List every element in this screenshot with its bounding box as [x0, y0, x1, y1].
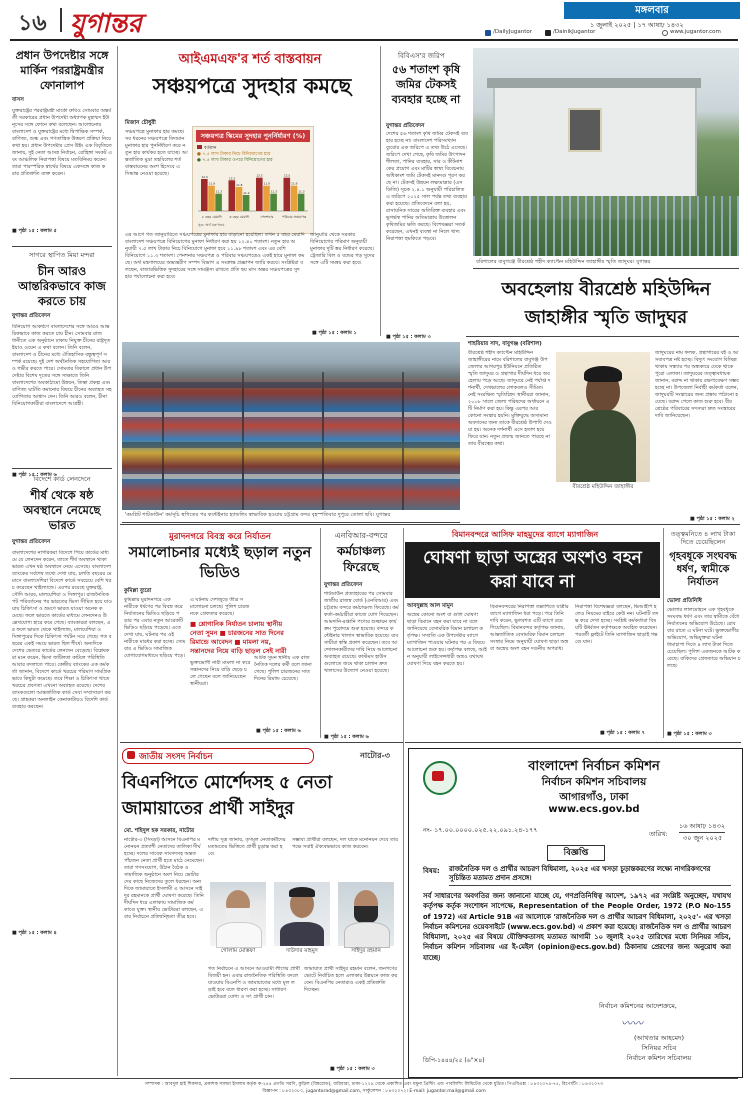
museum-byline: শাহরিয়ার সাদ, বাবুগঞ্জ (বরিশাল): [468, 341, 542, 347]
video-body-4: ভুক্তভোগী নারী মামলা না করে সন্তানদের নিয়ে বাড়ি ছেড়ে চলে গেছেন বলে জানিয়েছেন স্থানীয়রা।: [190, 660, 251, 687]
data-label: 12.4: [201, 175, 208, 179]
legend-below: ● ৭.৫ লাখ টাকার ওপরে বিনিয়োগের হার: [197, 158, 273, 163]
page-number: ১৬: [18, 11, 47, 36]
museum-portrait: [556, 352, 650, 482]
bar: [256, 178, 263, 211]
data-label: 11.8: [236, 183, 243, 187]
continuation: ■ পৃষ্ঠা ১৫ : কলাম ৪: [12, 930, 57, 936]
lead-body-2: এর আগে গত জানুয়ারিতে সঞ্চয়পত্রের মুনাফার হার বাড়ানো হয়েছিল। তখন ৫ বছর মেয়াদি বাংলাদেশ সঞ্চয়পত্রে বিনিয়োগের মুনাফা নির্ধারণ করা হয় ১২.৪০ শতাংশ। নতুন হার অনুযায়ী ৭.৫ লাখ টাকার নিচে বিনিয়োগে মুনাফা হবে ১১.৯৮ শতাংশ এবং এর বেশি বিনিয়োগে ১১.৩ শতাংশ। পেনশনার সঞ্চয়পত্র ও পরিবার সঞ্চয়পত্রেও একই হারে মুনাফা কমছে। অর্থ মন্ত্রণালয়ের অভ্যন্তরীণ সম্পদ বিভাগ এ সংক্রান্ত প্রজ্ঞাপন জারি করবে। সংশ্লিষ্টরা বলছেন, বাজারভিত্তিক সুদহারের সঙ্গে সামঞ্জস্য রাখতে প্রতি ছয় মাস অন্তর সঞ্চয়পত্রের সুদহার পর্যালোচনা করা হবে।: [125, 232, 305, 280]
legend-current-label: বর্তমান: [204, 146, 217, 151]
data-label: 11.9: [263, 181, 270, 186]
ec-subject-label: বিষয়:: [423, 867, 440, 875]
legend-current: [197, 145, 309, 152]
candidate-name-3: সাইদুর রহমান: [351, 948, 381, 954]
candidate-hair: [289, 887, 315, 897]
museum-body-1: বীরশ্রেষ্ঠ শহীদ ক্যাপ্টেন মহিউদ্দিন জাহাঙ্গীরের নামে বরিশালের বাবুগঞ্জ উপজেলার আগরপুর ইউনিয়নে প্রতিষ্ঠিত স্মৃতি জাদুঘর ও গ্রন্থাগার দীর্ঘদিন ধরে অবহেলায় পড়ে আছে। জাদুঘরে নেই পর্যাপ্ত দর্শনার্থী, দেখভালের লোকবলও সীমিত। নেই সংরক্ষিত স্মৃতিচিহ্ন। স্থানীয়রা জানান, ২০০৮ সালে জেলা পরিষদের অর্থায়নে এটি নির্মাণ করা হয়। কিন্তু এরপর আর কোনো সংস্কার হয়নি। মুক্তিযুদ্ধে অসামান্য অবদানের জন্য তাকে বীরশ্রেষ্ঠ উপাধি দেওয়া হয়। অনেক দর্শনার্থী এসে হতাশ হয়ে ফিরে যান। নতুন প্রজন্ম জানতে পারছে না তার বীরত্বের কথা।: [468, 350, 552, 447]
video-byline: কুমিল্লা ব্যুরো: [124, 588, 152, 594]
bar: [291, 186, 298, 211]
portrait-hair: [584, 366, 622, 382]
election-banner: [122, 746, 400, 766]
lead-continuation: ■ পৃষ্ঠা ১৫ : কলাম ১: [312, 330, 357, 336]
ec-signature: 〰〰: [621, 1017, 643, 1030]
tax-body: দেশের ৫৬ শতাংশ কৃষি জমির টেকসই ব্যবহার হচ্ছে না। বাংলাদেশ পরিসংখ্যান ব্যুরোর এক জরিপে এ তথ্য উঠে এসেছে। জরিপে দেখা গেছে, কৃষি জমির উৎপাদনশীলতা, পানির ব্যবহার, সার ও কীটনাশকের প্রয়োগ এবং মাটির স্বাস্থ্য বিবেচনায় অধিকাংশ জমি টেকসই মানদণ্ড পূরণ করছে না। টেকসই উন্নয়ন লক্ষ্যমাত্রার (এসডিজি) সূচক ২.৪.১ অনুযায়ী পরিচালিত এ জরিপে ২০২৫ সাল পর্যন্ত তথ্য ব্যবহার করা হয়েছে। প্রতিবেদনে বলা হয়, রাসায়নিক সারের অতিরিক্ত ব্যবহার এবং ভূগর্ভস্থ পানির অতিমাত্রায় উত্তোলন কৃষিজমির ক্ষতি করছে। বিশেষজ্ঞরা সতর্ক করেছেন, এখনই ব্যবস্থা না নিলে খাদ্য নিরাপত্তা হুমকিতে পড়বে।: [386, 131, 468, 242]
kicker: সাগরে স্থাপিত মিয়া মন্দরা: [29, 251, 95, 259]
headline[interactable]: চীন আরও আন্তরিকভাবে কাজ করতে চায়: [18, 264, 106, 308]
video-quote-2: নেতা সুমন ■ চারজনের সাত দিনের: [190, 629, 284, 637]
nbr-body: শাটডাউন প্রত্যাহারের পর সোমবার জাতীয় রাজস্ব বোর্ড (এনবিআর) এবং চট্টগ্রাম বন্দরে কর্মচাঞ্চল্য ফিরেছে। কর্মকর্তা-কর্মচারীরা কাজে যোগ দিয়েছেন। আমদানি-রপ্তানি পণ্যের শুল্কায়ন কার্যক্রম পুরোদমে শুরু হয়েছে। বন্দরে কন্টেইনার খালাস স্বাভাবিক হয়েছে। ব্যবসায়ীরা স্বস্তি প্রকাশ করেছেন। তবে আন্দোলনকারীদের দাবি নিয়ে আলোচনা অব্যাহত রয়েছে। কাস্টমস হাউসগুলোতে জমে থাকা চালান দ্রুত খালাসের উদ্যোগ নেওয়া হয়েছে।: [324, 591, 399, 674]
ec-signatory: (আখতার আহমেদ): [634, 1034, 684, 1042]
infographic-title: সঞ্চয়পত্র স্কিমের সুদহার পুনর্নির্ধারণ (%): [200, 132, 306, 140]
col1-divider: [117, 46, 118, 1076]
museum-caption: বরিশালের বাবুগঞ্জে বীরশ্রেষ্ঠ শহীদ ক্যাপ্টেন মহিউদ্দিন জাহাঙ্গীর স্মৃতি জাদুঘর। যুগান্তর: [476, 259, 651, 265]
ec-website[interactable]: www.ecs.gov.bd: [548, 804, 640, 815]
category-label: পরিবার সঞ্চয়পত্র: [282, 215, 307, 219]
arms-divider: [663, 528, 664, 738]
category-label: ৫ বছর মেয়াদি: [201, 215, 222, 219]
data-label: 11.3: [298, 189, 305, 194]
ec-memo: নং- ১৭.০০.০০০০.০২৫.২২.০৯১.২৪-১৭৭: [423, 826, 538, 834]
data-label: 11.9: [291, 181, 298, 186]
social-x[interactable]: /DainikJugantor: [553, 29, 596, 35]
day-tab: [564, 2, 740, 19]
lead-body-1: সঞ্চয়পত্রে মুনাফার হার কমছে। সব ধরনের সঞ্চয়পত্রে বিদ্যমান মুনাফার হার পুনর্নির্ধারণ করে নতুন হার কার্যকর হতে যাচ্ছে। আন্তর্জাতিক মুদ্রা তহবিলের শর্ত বাস্তবায়নের অংশ হিসেবে এ সিদ্ধান্ত নেওয়া হয়েছে।: [125, 129, 188, 177]
gbv-continuation: ■ পৃষ্ঠা ১৫ : কলাম ৩: [667, 731, 712, 737]
museum-headline[interactable]: অবহেলায় বীরশ্রেষ্ঠ মহিউদ্দিন জাহাঙ্গীর স্মৃতি জাদুঘর: [501, 279, 711, 328]
election-logo-box: [122, 748, 314, 764]
candidate-body: [280, 922, 324, 946]
ec-order: নির্বাচন কমিশনের আদেশক্রমে,: [599, 1002, 677, 1010]
election-byline: মো. শহিদুল হক সরকার, নাটোর: [124, 828, 194, 834]
lead-byline: মিজান চৌধুরী: [125, 120, 156, 126]
legend: [193, 145, 313, 164]
bar: [298, 194, 305, 211]
port-caption: 'কমপ্লিট শাটডাউন' কর্মসূচি স্থগিতের পর কন্টেইনার হ্যান্ডলিং স্বাভাবিক হওয়ায় চট্টগ্রাম বন্দর বৃহস্পতিবার দুপুরে তোলা ছবি। যুগান্তর: [125, 512, 391, 518]
tax-divider: [380, 46, 381, 336]
nbr-headline[interactable]: কর্মচাঞ্চল্য ফিরেছে: [337, 544, 385, 574]
col1-story-2: [12, 250, 112, 480]
museum-rule: [473, 268, 739, 269]
ec-subject: রাজনৈতিক দল ও প্রার্থীর আচরণ বিধিমালা, ২০২৫ এর খসড়া চূড়ান্তকরণের লক্ষ্যে নাগরিকগণের সুচিন্তিত মতামত প্রদান প্রসঙ্গে।: [449, 865, 731, 886]
election-logo-text: জাতীয় সংসদ নির্বাচন: [139, 752, 213, 762]
nbr-kicker: এনবিআর-বন্দরে: [334, 531, 388, 540]
infographic: [192, 126, 314, 234]
arms-body-1: অস্ত্রের কোনো অংশ বা গুলি ঘোষণা ছাড়া বিমানে বহন করা যাবে না বলে জানিয়েছে বেসামরিক বিমান চলাচল কর্তৃপক্ষ। সম্প্রতি এক উপদেষ্টার ব্যাগে ম্যাগাজিন পাওয়ার ঘটনার পর এ বিষয়ে আলোচনা শুরু হয়। কর্তৃপক্ষ বলছে, আইন অনুযায়ী লাইসেন্সধারী অস্ত্রও যথাযথ ঘোষণা দিয়ে বহন করতে হয়।: [407, 612, 487, 667]
lower-rule-right: [405, 742, 741, 743]
continuation: ■ পৃষ্ঠা ১৫ : কলাম ৬: [12, 472, 57, 478]
masthead: [0, 0, 748, 40]
col1-rule-1: [12, 246, 112, 247]
parliament-icon: [127, 751, 135, 759]
data-label: 12.5: [283, 173, 291, 178]
lower-rule-left: [120, 742, 403, 743]
election-body-5: জামায়াত প্রার্থী সাইদুর রহমান বলেন, জনগণের ভোটে নির্বাচিত হলে এলাকার উন্নয়নে কাজ করবেন। বিএনপির নেতারাও একই প্রতিশ্রুতি দিচ্ছেন।: [304, 966, 398, 993]
museum-roof: [487, 78, 701, 88]
portrait-body: [570, 410, 636, 482]
ec-address: আগারগাঁও, ঢাকা: [559, 792, 629, 803]
byline: বাসস: [12, 97, 24, 103]
ec-notice-label: বিজ্ঞপ্তি: [547, 845, 605, 861]
ec-date-1: ১৬ আষাঢ় ১৪৩২: [679, 821, 725, 833]
nbr-continuation: ■ পৃষ্ঠা ১৫ : কলাম ৬: [324, 734, 369, 740]
candidate-body: [216, 922, 262, 948]
category-label: ৩ বছর মেয়াদি: [229, 215, 250, 219]
footer-line-1: সম্পাদক : আবদুল হাই শিকদার, প্রকাশক সালমা ইসলাম কর্তৃক ক-২৪৪ প্রগতি সরণি, কুড়িল (বিশ্বরোড), বারিধারা, ঢাকা-১২২৯ থেকে প্রকাশিত এবং যমুনা প্রিন্টিং এন্ড পাবলিশিং লিমিটেড থেকে মুদ্রিত। পিএবিএক্স : ৮৪৩২০৭৪-৭৫, রিপোর্টিং : ৮৪৩২০৭৩: [144, 1082, 604, 1087]
ec-designation-2: নির্বাচন কমিশন সচিবালয়: [626, 1054, 692, 1062]
midpage-rule: [120, 524, 740, 525]
col1-story-1: [12, 48, 112, 236]
museum-photo: [473, 48, 739, 256]
election-constituency: নাটোর-৩: [360, 751, 390, 760]
election-body-2: দলীয় সূত্র জানায়, তৃণমূল নেতাকর্মীদের মতামতের ভিত্তিতে প্রার্থী চূড়ান্ত করা হবে।: [208, 837, 286, 857]
masthead-rule: [10, 39, 738, 41]
arms-body-2: বিমানবন্দরের নিরাপত্তা তল্লাশিতে যাত্রীর ব্যাগে ম্যাগাজিন ধরা পড়ে। পরে তিনি দাবি করেন, ভুলবশত এটি ব্যাগে রয়ে গিয়েছিল। বিমানবন্দর কর্তৃপক্ষ জানায়, আন্তর্জাতিক বেসামরিক বিমান চলাচল সংস্থার নিয়ম অনুযায়ী ঘোষণা ছাড়া অস্ত্র বা অস্ত্রের অংশ বহন দণ্ডনীয় অপরাধ।: [490, 604, 569, 652]
bar: [201, 179, 208, 211]
candidate-photo-2: [274, 882, 330, 946]
category-label: পেনশনার: [260, 215, 274, 219]
nbr-byline: যুগান্তর প্রতিবেদন: [324, 582, 363, 588]
headline[interactable]: প্রধান উপদেষ্টার সঙ্গে মার্কিন পররাষ্ট্রমন্ত্রীর ফোনালাপ: [15, 49, 109, 92]
data-label: 12.5: [256, 173, 263, 178]
ec-advert: [408, 748, 743, 1078]
video-quote-3: রিমান্ডে আবেদন ■ মামলা নয়,: [190, 638, 272, 646]
bar: [284, 178, 291, 211]
ec-designation-1: সিনিয়র সচিব: [641, 1044, 677, 1052]
election-body-3: সম্ভাব্য প্রার্থীরা বলছেন, দল যাকে মনোনয়ন দেবে তার পক্ষে সবাই ঐক্যবদ্ধভাবে কাজ করবেন।: [292, 837, 398, 850]
infographic-title-box: [196, 130, 310, 142]
data-label: 11.3: [270, 189, 278, 194]
ec-date-2: ৩০ জুন ২০২৫: [683, 834, 723, 842]
museum-continuation: ■ পৃষ্ঠা ১৫ : কলাম ২: [690, 516, 735, 522]
candidate-name-1: গোলাম মোস্তফা: [220, 948, 256, 954]
footer-rule: [10, 1078, 738, 1079]
election-headline[interactable]: বিএনপিতে মোর্শেদসহ ৫ নেতা জামায়াতের প্রার্থী সাইদুর: [122, 773, 333, 819]
ec-body: সর্ব সাধারণের অবগতির জন্য জানানো যাচ্ছে যে, গণপ্রতিনিধিত্ব আদেশ, ১৯৭২ এর সংশ্লিষ্ট অনুচ্ছেদ, যথাযথ কর্তৃপক্ষ কর্তৃক সংশোধন সাপেক্ষে, Representation of the People Order, 1972 (P.O No-155 of 1972) এর Article 91B এর আলোকে 'রাজনৈতিক দল ও প্রার্থীর আচরণ বিধিমালা, ২০২৫'- এর খসড়া নির্বাচন কমিশনের ওয়েবসাইটে (www.ecs.gov.bd) এ প্রকাশ করা হয়েছে। রাজনৈতিক দল ও প্রার্থীর আচরণ বিধিমালা, ২০২৫ এর বিষয়ে যৌক্তিকতাসহ মতামত আগামী ১০ জুলাই ২০২৫ তারিখের মধ্যে সিনিয়র সচিব, নির্বাচন কমিশন সচিবালয় এর ই-মেইল (opinion@ecs.gov.bd) ঠিকানায় প্রেরণের জন্য অনুরোধ করা যাচ্ছে।: [423, 892, 731, 962]
election-continuation: ■ পৃষ্ঠা ১৫ : কলাম ৩: [330, 1066, 375, 1072]
lead-body-3: জানুয়ারি থেকে সরকার বিনিয়োগের পরিমাণ অনুযায়ী মুনাফার দুটি স্তর নির্ধারণ করেছে। ট্রেজারি বিল ও বন্ডের গড় সুদের সঙ্গে এটি সমন্বয় করা হবে।: [310, 232, 375, 266]
arms-body-3: নিরাপত্তা বিশেষজ্ঞরা বলছেন, ভিআইপি হলেও নিয়মের বাইরে কেউ নন। ঘটনাটি তদন্ত করে দেখা হচ্ছে। সংশ্লিষ্ট কর্মকর্তারা বিষয়টি ঊর্ধ্বতন কর্তৃপক্ষকে অবহিত করেছেন। পরবর্তী ফ্লাইটে তিনি ম্যাগাজিন ছাড়াই গন্তব্যে যান।: [575, 604, 659, 645]
gbv-byline: ভোলা প্রতিনিধি: [667, 598, 702, 604]
chart-source: সূত্র: অর্থ মন্ত্রণালয়: [198, 223, 225, 227]
candidate-photo-1: [210, 882, 266, 946]
lead-headline[interactable]: সঞ্চয়পত্রে সুদহার কমছে: [152, 74, 352, 98]
arms-headline[interactable]: ঘোষণা ছাড়া অস্ত্রের অংশও বহন করা যাবে না: [423, 548, 642, 592]
video-quote-4: সন্তানদের নিয়ে বাড়ি ছাড়ল সেই নারী: [190, 647, 287, 655]
body-text: বাংলাদেশের নাগরিকরা বিদেশে গিয়ে কার্ডের মাধ্যমে যে লেনদেন করেন, তাতে শীর্ষ অবস্থানে থাকা ভারত এখন ষষ্ঠ অবস্থানে নেমে এসেছে। বাংলাদেশ ব্যাংকের সর্বশেষ তথ্যে দেখা যায়, চলতি বছরের মে মাসে বাংলাদেশিরা বিদেশে কার্ডে সবচেয়ে বেশি খরচ করেছেন থাইল্যান্ডে। এরপর রয়েছে যুক্তরাষ্ট্র, সৌদি আরব, মালয়েশিয়া ও সিঙ্গাপুর। রাজনৈতিক পট পরিবর্তনের পর ভারতের ভিসা সীমিত হয়ে যাওয়ায় চিকিৎসা ও ভ্রমণে ভারত যাওয়া অনেক কমেছে। ফলে ভারতে কার্ডের মাধ্যমে লেনদেনও উল্লেখযোগ্য হারে কমে গেছে। ব্যাংকাররা বলছেন, এর ফলে ভারত থেকে থাইল্যান্ড, মালয়েশিয়া ও সিঙ্গাপুরের দিকে চিকিৎসা পর্যটন সরে গেছে। গত বছরের একই সময়ে ভারত ছিল শীর্ষে। অন্যদিকে দেশের ভেতরে কার্ডের লেনদেন বেড়েছে। বিশ্লেষকরা মনে করেন, ভিসা জটিলতা কাটলে পরিস্থিতি আবার বদলাতে পারে। কেন্দ্রীয় ব্যাংকের এক কর্মকর্তা জানান, বিদেশে কার্ডে খরচের পরিমাণ সামগ্রিকভাবে কিছুটা কমেছে। তবে শিক্ষা ও চিকিৎসা খাতে খরচের প্রবণতা এখনো অব্যাহত রয়েছে। দেশের ব্যাংকগুলো আন্তর্জাতিক কার্ড সেবা সম্প্রসারণ করছে। গ্রাহকরা অনলাইন কেনাকাটায়ও বিদেশি কার্ড ব্যবহার করছেন।: [12, 550, 112, 710]
arms-headline-box: [405, 542, 660, 598]
video-continuation: ■ পৃষ্ঠা ১৫ : কলাম ৬: [256, 728, 301, 734]
arms-kicker: বিমানবন্দরে আসিফ মাহমুদের ব্যাগে ম্যাগাজিন: [451, 530, 599, 539]
candidate-name-2: দাউদার মাহমুদ: [286, 948, 318, 954]
museum-rule-2: [466, 336, 739, 337]
ec-logo: [423, 761, 457, 795]
container-stacks: [122, 342, 460, 510]
data-label: 11.2: [243, 191, 250, 195]
masthead-divider: [60, 8, 62, 32]
video-kicker: মুরাদনগরে বিবস্ত্র করে নির্যাতন: [168, 532, 272, 542]
video-body-2: এ ঘটনায় দেশজুড়ে তীব্র সমালোচনা চলছে। পুলিশ চারজনকে গ্রেফতার করেছে।: [190, 597, 250, 617]
col1-story-3: [12, 474, 112, 938]
data-label: 12.3: [228, 176, 236, 181]
headline[interactable]: শীর্ষ থেকে ষষ্ঠ অবস্থানে নেমেছে ভারত: [23, 488, 101, 532]
legend-swatch: [197, 145, 202, 149]
election-body-1: নাটোর-৩ (সিংড়া) আসনে বিএনপির মনোনয়ন প্রত্যাশী নেতাদের তালিকা দীর্ঘ হচ্ছে। দলের সাবেক সাংসদসহ অন্তত পাঁচজন নেতা প্রার্থী হতে মাঠে নেমেছেন। তারা গণসংযোগ, উঠান বৈঠক ও সামাজিক অনুষ্ঠানে অংশ নিয়ে ভোটারদের কাছে নিজেদের তুলে ধরছেন। অন্যদিকে জামায়াতে ইসলামী এ আসনে সাইদুর রহমানকে প্রার্থী ঘোষণা করেছে। তিনি দীর্ঘদিন ধরে এলাকায় সামাজিক কর্মকাণ্ডে যুক্ত। স্থানীয় ভোটাররা বলছেন, এবার নির্বাচনে প্রতিদ্বন্দ্বিতা তীব্র হবে।: [124, 837, 204, 920]
tax-continuation: ■ পৃষ্ঠা ১৫ : কলাম ৩: [386, 334, 431, 340]
candidate-photo-3: [338, 882, 394, 946]
ec-title: বাংলাদেশ নির্বাচন কমিশন: [528, 759, 660, 774]
globe-icon[interactable]: [662, 30, 668, 36]
bar: [236, 187, 243, 211]
ec-logo-mark: [432, 771, 444, 781]
video-divider: [320, 528, 321, 738]
arms-byline: আবদুল্লাহ আল মামুন: [407, 603, 454, 609]
bar: [229, 180, 236, 211]
lead-kicker: আইএমএফ'র শর্ত বাস্তবায়ন: [178, 52, 322, 67]
x-icon[interactable]: [545, 30, 551, 36]
tax-kicker: বিবিএস'র জরিপ: [398, 52, 445, 60]
data-label: 11.3: [215, 189, 223, 194]
bar: [243, 195, 250, 211]
ec-date-label: তারিখ:: [649, 830, 668, 838]
kicker: বিদেশে কার্ড লেনদেনে: [33, 475, 91, 483]
video-headline[interactable]: সমালোচনার মধ্যেই ছড়াল নতুন ভিডিও: [128, 545, 312, 581]
portrait-caption: বীরশ্রেষ্ঠ মহিউদ্দিন জাহাঙ্গীর: [572, 484, 634, 490]
byline: যুগান্তর প্রতিবেদন: [12, 539, 51, 545]
bar: [208, 186, 215, 211]
video-quote-1: ■ শ্লোগানিক নির্যাতন চালায় স্থানীয়: [190, 620, 283, 628]
nbr-divider: [403, 528, 404, 1088]
continuation: ■ পৃষ্ঠা ১৫ : কলাম ৫: [12, 228, 57, 234]
body-text: বিনিয়োগ আকর্ষণে বাংলাদেশের সঙ্গে আরও আন্তরিকভাবে কাজ করতে চায় চীন। সোমবার রাজধানীতে এক অনুষ্ঠানে ঢাকায় নিযুক্ত চীনের রাষ্ট্রদূত ইয়াও ওয়েন এ কথা বলেন। তিনি বলেন, বাংলাদেশ ও চীনের মধ্যে ঐতিহাসিক বন্ধুত্বপূর্ণ সম্পর্ক রয়েছে। দুই দেশ অর্থনৈতিক সহযোগিতা আরও গভীর করতে পারে। সোমবার বিকালে প্রধান উপদেষ্টার বিশেষ দূতের সঙ্গে সাক্ষাতে তিনি বাংলাদেশের অবকাঠামো উন্নয়ন, তিস্তা প্রকল্প এবং বাণিজ্য ঘাটতি কমানোর বিষয়ে চীনের অব্যাহত সহযোগিতার আশ্বাস দেন। তিনি আরও বলেন, চীনা বিনিয়োগকারীরা বাংলাদেশে আগ্রহী।: [12, 324, 112, 407]
port-photo: [122, 342, 460, 510]
col1-rule-2: [12, 468, 112, 469]
facebook-icon[interactable]: [485, 30, 491, 36]
ec-adcode: ডিপি-১৪৪৪/২৫ (৬"×৪): [423, 1057, 485, 1064]
museum-fence: [473, 196, 739, 256]
candidate-body: [344, 922, 390, 948]
footer-line-2: বিজ্ঞাপন : ৮৪৩২০৮০, jugantorad@gmail.com, সার্কুলেশন : ৮৪৩২০৭২। E-mail: jugantor.mail@gmail.com: [262, 1089, 486, 1094]
gbv-body: ভোলার লালমোহনে এক গৃহবধূকে সংঘবদ্ধ ধর্ষণ এবং তার স্বামীকে বেঁধে নির্যাতনের অভিযোগ উঠেছে। রোববার রাতে এ ঘটনা ঘটে। ভুক্তভোগীর অভিযোগ, অভিযুক্তরা ঘটনা ধামাচাপা দিতে ৪ লাখ টাকা দিতে চেয়েছিল। পুলিশ একজনকে আটক করেছে। বাকিদের গ্রেফতারে অভিযান চলছে।: [667, 607, 741, 669]
video-body-3: আটক সুমন স্থানীয় এক রাজনৈতিক দলের কর্মী বলে জানা গেছে। পুলিশ চারজনের সাত দিনের রিমান্ড চেয়েছে।: [254, 655, 312, 682]
bar: [215, 194, 222, 211]
bar-chart: [194, 167, 312, 227]
masthead-date: ১ জুলাই ২০২৫ | ১৭ আষাঢ় ১৪৩২: [590, 21, 684, 29]
video-quote-box: [190, 620, 290, 656]
masthead-logo: যুগান্তর: [70, 9, 142, 39]
bar: [270, 194, 277, 211]
ec-subtitle: নির্বাচন কমিশন সচিবালয়: [541, 776, 647, 788]
gbv-headline[interactable]: গৃহবধূকে সংঘবদ্ধ ধর্ষণ, স্বামীকে নির্যাতন: [669, 551, 737, 588]
lead-bottom-rule: [122, 522, 460, 523]
video-body-1: কুমিল্লার মুরাদনগরে এক নারীকে ধর্ষণের পর বিবস্ত্র করে নির্যাতনের ভিডিও ছড়িয়ে পড়ার পর এবার নতুন আরেকটি ভিডিও ছড়িয়ে পড়েছে। এতে দেখা যায়, ঘটনার পর ওই নারীকে মারধর করা হচ্ছে। সোমবার এ ভিডিও সামাজিক যোগাযোগমাধ্যমে ছড়িয়ে পড়ে।: [124, 597, 186, 659]
legend-above: ● ৭.৫ লাখ টাকার নিচে বিনিয়োগের হার: [197, 152, 271, 157]
election-body-4: গত নির্বাচনে এ আসনে আওয়ামী লীগের প্রার্থী বিজয়ী হন। এবার রাজনৈতিক পরিস্থিতি বদলে যাওয়ায় বিএনপি ও জামায়াতের মধ্যে মূল লড়াই হবে বলে ধারণা করা হচ্ছে। সাধারণ ভোটাররা যোগ্য ও সৎ প্রার্থী চান।: [208, 966, 300, 1000]
byline: যুগান্তর প্রতিবেদন: [12, 313, 51, 319]
body-text: যুক্তরাষ্ট্রের পররাষ্ট্রমন্ত্রী মার্কো রুবিও সোমবার অন্তর্বর্তী সরকারের প্রধান উপদেষ্টা অধ্যাপক মুহাম্মদ ইউনূসের সঙ্গে ফোনে কথা বলেছেন। আলোচনায় বাংলাদেশ ও যুক্তরাষ্ট্রের মধ্যে দ্বিপাক্ষিক সম্পর্ক, বাণিজ্য, শুল্ক এবং গণতান্ত্রিক উত্তরণ প্রক্রিয়া নিয়ে কথা হয়। প্রধান উপদেষ্টার প্রেস উইং এক বিবৃতিতে জানায়, দুই নেতা আসন্ন নির্বাচন, রোহিঙ্গা সংকট এবং আঞ্চলিক নিরাপত্তা বিষয়ে মতবিনিময় করেন। তারা পারস্পরিক স্বার্থের বিষয়ে একসঙ্গে কাজ করার প্রতিশ্রুতি ব্যক্ত করেন।: [12, 108, 112, 177]
data-label: 11.9: [208, 181, 215, 186]
museum-portrait-frame: [568, 108, 602, 152]
day-label: মঙ্গলবার: [635, 5, 669, 16]
website-link[interactable]: www.jugantor.com: [670, 29, 721, 35]
tax-headline[interactable]: ৫৬ শতাংশ কৃষি জমির টেকসই ব্যবহার হচ্ছে না: [391, 63, 461, 106]
museum-body-2: জাদুঘরের নাম ফলক, গ্রন্থাগারের বই ও আসবাবপত্র নষ্ট হচ্ছে। বিদ্যুৎ সংযোগ বিচ্ছিন্ন থাকায় সন্ধ্যার পর অন্ধকারে ঢেকে থাকে পুরো এলাকা। জাদুঘরের তত্ত্বাবধায়ক জানান, বরাদ্দ না থাকায় রক্ষণাবেক্ষণ সম্ভব হচ্ছে না। উপজেলা নির্বাহী কর্মকর্তা বলেন, জাদুঘরটি সংস্কারের জন্য প্রস্তাব পাঠানো হয়েছে। বরাদ্দ পেলে কাজ শুরু হবে। বীরশ্রেষ্ঠের পরিবারের সদস্যরা দ্রুত সংস্কারের দাবি জানিয়েছেন।: [655, 350, 739, 419]
candidate-photos: [208, 882, 400, 962]
bar: [263, 186, 270, 211]
arms-continuation: ■ পৃষ্ঠা ১৫ : কলাম ৭: [600, 730, 645, 736]
gbv-kicker: তত্ত্বমনিতে ৪ লাখ টাকা দিতে চেয়েছিলেন: [670, 530, 736, 546]
social-facebook[interactable]: /DailyJugantor: [493, 29, 533, 35]
tax-byline: যুগান্তর প্রতিবেদন: [386, 123, 425, 129]
